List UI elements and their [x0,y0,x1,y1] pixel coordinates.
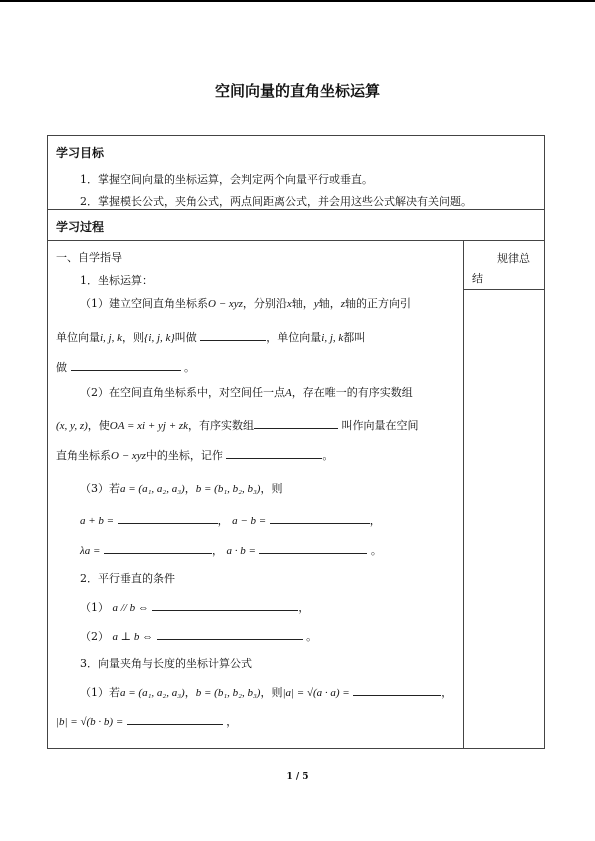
blank-ordered-triple[interactable] [254,418,338,429]
paragraph-given-vectors: （3）若a = (a₁, a₂, a₃)，b = (b₁, b₂, b₃)，则 [80,482,283,495]
row-divider-process [47,240,545,241]
condition-perpendicular: （2） a ⊥ b ⇔ 。 [80,630,318,643]
row-divider-goals [47,209,545,210]
goals-heading: 学习目标 [56,146,105,160]
page-number: 1 / 5 [286,772,309,782]
paragraph-coordinate-notation: 直角坐标系O − xyz中的坐标，记作 。 [56,449,334,462]
header-rule [0,0,595,2]
side-header-divider [463,289,545,290]
blank-modulus-a[interactable] [353,685,441,696]
goal-item-1: 1．掌握空间向量的坐标运算，会判定两个向量平行或垂直。 [80,173,373,186]
section-self-study: 一、自学指导 [56,251,122,264]
blank-perpendicular-condition[interactable] [157,629,303,640]
blank-vector-difference[interactable] [270,513,370,524]
blank-vector-sum[interactable] [118,513,218,524]
process-heading: 学习过程 [56,220,105,234]
subsection-coordinate-ops: 1．坐标运算： [80,274,153,287]
blank-coordinate-notation[interactable] [226,448,322,459]
paragraph-unit-vectors: 单位向量i, j, k，则{i, j, k}叫做 ，单位向量i, j, k都叫 [56,331,366,344]
formula-sum-difference: a + b = ， a − b = ， [80,514,381,527]
formula-modulus-a: （1）若a = (a₁, a₂, a₃)，b = (b₁, b₂, b₃)，则|a| = √(a · a) = ， [80,686,453,699]
page-title: 空间向量的直角坐标运算 [214,82,380,100]
subsection-parallel-perpendicular: 2．平行垂直的条件 [80,572,175,585]
blank-parallel-condition[interactable] [152,600,298,611]
paragraph-coordinate-system: （1）建立空间直角坐标系O − xyz，分别沿x轴，y轴，z轴的正方向引 [80,297,411,310]
paragraph-vector-decomposition: (x, y, z)，使OA = xi + yj + zk，有序实数组 叫作向量在空间 [56,419,419,432]
paragraph-unit-vectors-cont: 做 。 [56,361,195,374]
blank-basis-name[interactable] [200,330,266,341]
blank-scalar-multiple[interactable] [104,543,212,554]
subsection-angle-length: 3．向量夹角与长度的坐标计算公式 [80,657,252,670]
side-column-label: 规律总结 [472,252,530,285]
paragraph-point-coordinates: （2）在空间直角坐标系中，对空间任一点A，存在唯一的有序实数组 [80,386,413,399]
blank-modulus-b[interactable] [127,714,223,725]
formula-scalar-dot: λa = ， a · b = 。 [80,544,382,557]
goal-item-2: 2．掌握模长公式，夹角公式，两点间距离公式，并会用这些公式解决有关问题。 [80,195,472,208]
side-column-divider [463,240,464,749]
blank-dot-product[interactable] [259,543,367,554]
condition-parallel: （1） a // b ⇔ ， [80,601,310,614]
formula-modulus-b: |b| = √(b · b) = ， [56,715,238,728]
blank-unit-vector-name[interactable] [71,360,181,371]
